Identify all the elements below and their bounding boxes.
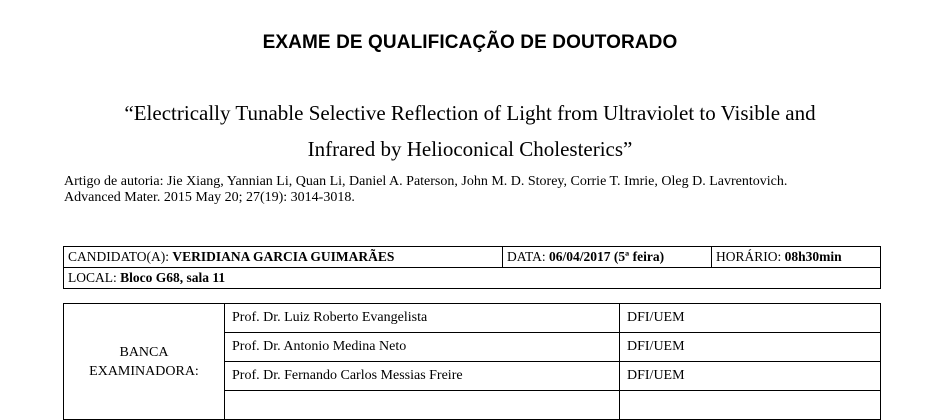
candidate-value: VERIDIANA GARCIA GUIMARÃES bbox=[172, 249, 395, 264]
date-value: 06/04/2017 (5ª feira) bbox=[549, 249, 665, 264]
board-row bbox=[64, 304, 881, 333]
board-member-dept: DFI/UEM bbox=[620, 362, 881, 391]
time-cell bbox=[712, 247, 881, 268]
time-label: HORÁRIO: bbox=[716, 249, 782, 264]
authors-line-2: Advanced Mater. 2015 May 20; 27(19): 3014-3018. bbox=[64, 190, 355, 205]
board-label: BANCA EXAMINADORA: bbox=[64, 304, 225, 420]
candidate-cell bbox=[64, 247, 503, 268]
place-cell bbox=[64, 268, 881, 289]
article-authors bbox=[64, 174, 904, 206]
authors-line-1: Artigo de autoria: Jie Xiang, Yannian Li, Quan Li, Daniel A. Paterson, John M. D. Storey, Corrie T. Imrie, Oleg D. Lavrentovich. bbox=[64, 174, 788, 189]
examining-board-table bbox=[63, 303, 881, 420]
date-cell bbox=[503, 247, 712, 268]
info-row-place bbox=[64, 268, 881, 289]
board-member-dept: DFI/UEM bbox=[620, 333, 881, 362]
date-label: DATA: bbox=[507, 249, 546, 264]
board-member-name: Prof. Dr. Antonio Medina Neto bbox=[225, 333, 620, 362]
board-member-name: Prof. Dr. Fernando Carlos Messias Freire bbox=[225, 362, 620, 391]
board-member-name bbox=[225, 391, 620, 420]
title-line-2: Infrared by Helioconical Cholesterics” bbox=[307, 137, 633, 161]
thesis-title bbox=[60, 95, 880, 167]
document-heading: EXAME DE QUALIFICAÇÃO DE DOUTORADO bbox=[262, 32, 678, 53]
title-line-1: “Electrically Tunable Selective Reflection of Light from Ultraviolet to Visible and bbox=[124, 101, 816, 125]
place-value: Bloco G68, sala 11 bbox=[120, 270, 226, 285]
candidate-label: CANDIDATO(A): bbox=[68, 249, 169, 264]
board-member-name: Prof. Dr. Luiz Roberto Evangelista bbox=[225, 304, 620, 333]
board-member-dept bbox=[620, 391, 881, 420]
time-value: 08h30min bbox=[784, 249, 842, 264]
info-row-candidate bbox=[64, 247, 881, 268]
board-member-dept: DFI/UEM bbox=[620, 304, 881, 333]
place-label: LOCAL: bbox=[68, 270, 117, 285]
exam-info-table bbox=[63, 246, 881, 289]
